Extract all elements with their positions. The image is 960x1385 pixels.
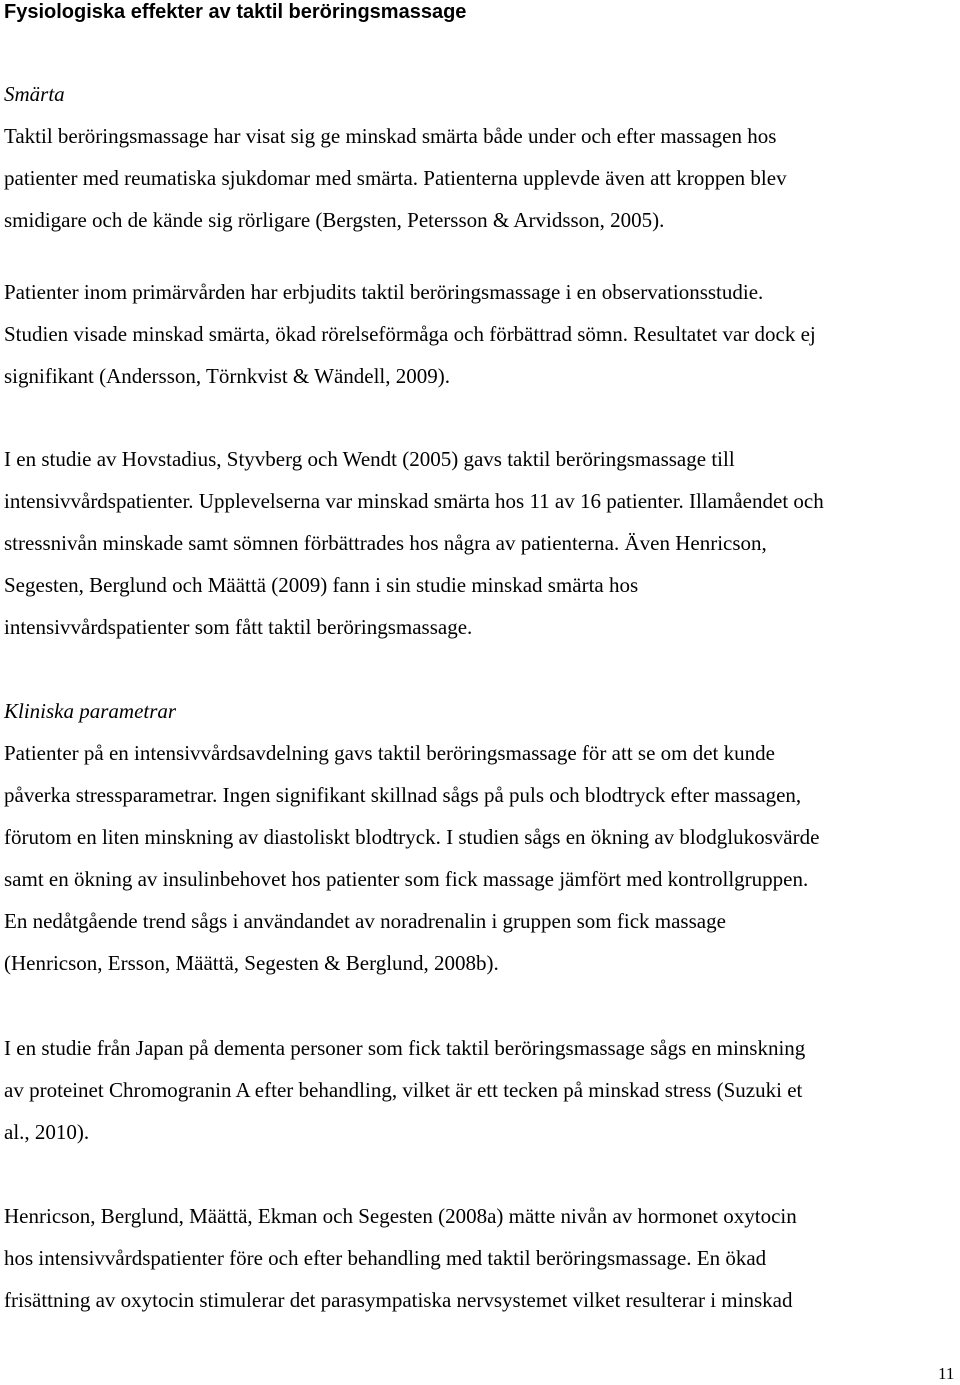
section-heading-kliniska-parametrar: Kliniska parametrar	[4, 699, 177, 723]
section-heading-smarta: Smärta	[4, 82, 65, 106]
paragraph	[4, 732, 960, 984]
page-number: 11	[938, 1364, 955, 1383]
text-line: En nedåtgående trend sågs i användandet av noradrenalin i gruppen som fick massage	[4, 909, 726, 933]
text-line: Segesten, Berglund och Määttä (2009) fann i sin studie minskad smärta hos	[4, 573, 639, 597]
text-line: Patienter på en intensivvårdsavdelning gavs taktil beröringsmassage för att se om det kunde	[4, 741, 775, 765]
paragraph	[4, 1027, 960, 1153]
text-line: hos intensivvårdspatienter före och efter behandling med taktil beröringsmassage. En ökad	[4, 1246, 767, 1270]
paragraph	[4, 438, 960, 648]
text-line: smidigare och de kände sig rörligare (Bergsten, Petersson & Arvidsson, 2005).	[4, 208, 665, 232]
text-line: intensivvårdspatienter. Upplevelserna var minskad smärta hos 11 av 16 patienter. Illamåendet och	[4, 489, 824, 513]
text-line: patienter med reumatiska sjukdomar med smärta. Patienterna upplevde även att kroppen blev	[4, 166, 787, 190]
text-line: I en studie av Hovstadius, Styvberg och Wendt (2005) gavs taktil beröringsmassage till	[4, 447, 735, 471]
text-line: (Henricson, Ersson, Määttä, Segesten & Berglund, 2008b).	[4, 951, 499, 975]
paragraph	[4, 115, 960, 241]
text-line: samt en ökning av insulinbehovet hos patienter som fick massage jämfört med kontrollgruppen.	[4, 867, 809, 891]
text-line: Henricson, Berglund, Määttä, Ekman och Segesten (2008a) mätte nivån av hormonet oxytocin	[4, 1204, 797, 1228]
text-line: Studien visade minskad smärta, ökad rörelseförmåga och förbättrad sömn. Resultatet var dock ej	[4, 322, 816, 346]
text-line: Patienter inom primärvården har erbjudits taktil beröringsmassage i en observationsstudie.	[4, 280, 764, 304]
text-line: frisättning av oxytocin stimulerar det parasympatiska nervsystemet vilket resulterar i minskad	[4, 1288, 793, 1312]
page-title: Fysiologiska effekter av taktil beröringsmassage	[4, 1, 467, 23]
text-line: förutom en liten minskning av diastoliskt blodtryck. I studien sågs en ökning av blodglukosvärde	[4, 825, 820, 849]
text-line: al., 2010).	[4, 1120, 90, 1144]
text-line: intensivvårdspatienter som fått taktil beröringsmassage.	[4, 615, 473, 639]
text-line: av proteinet Chromogranin A efter behandling, vilket är ett tecken på minskad stress (Suzuki et	[4, 1078, 803, 1102]
text-line: signifikant (Andersson, Törnkvist & Wändell, 2009).	[4, 364, 451, 388]
paragraph	[4, 1195, 960, 1321]
text-line: påverka stressparametrar. Ingen signifikant skillnad sågs på puls och blodtryck efter massagen,	[4, 783, 802, 807]
text-line: Taktil beröringsmassage har visat sig ge minskad smärta både under och efter massagen hos	[4, 124, 777, 148]
paragraph	[4, 271, 960, 397]
text-line: I en studie från Japan på dementa personer som fick taktil beröringsmassage sågs en minskning	[4, 1036, 806, 1060]
text-line: stressnivån minskade samt sömnen förbättrades hos några av patienterna. Även Henricson,	[4, 531, 767, 555]
